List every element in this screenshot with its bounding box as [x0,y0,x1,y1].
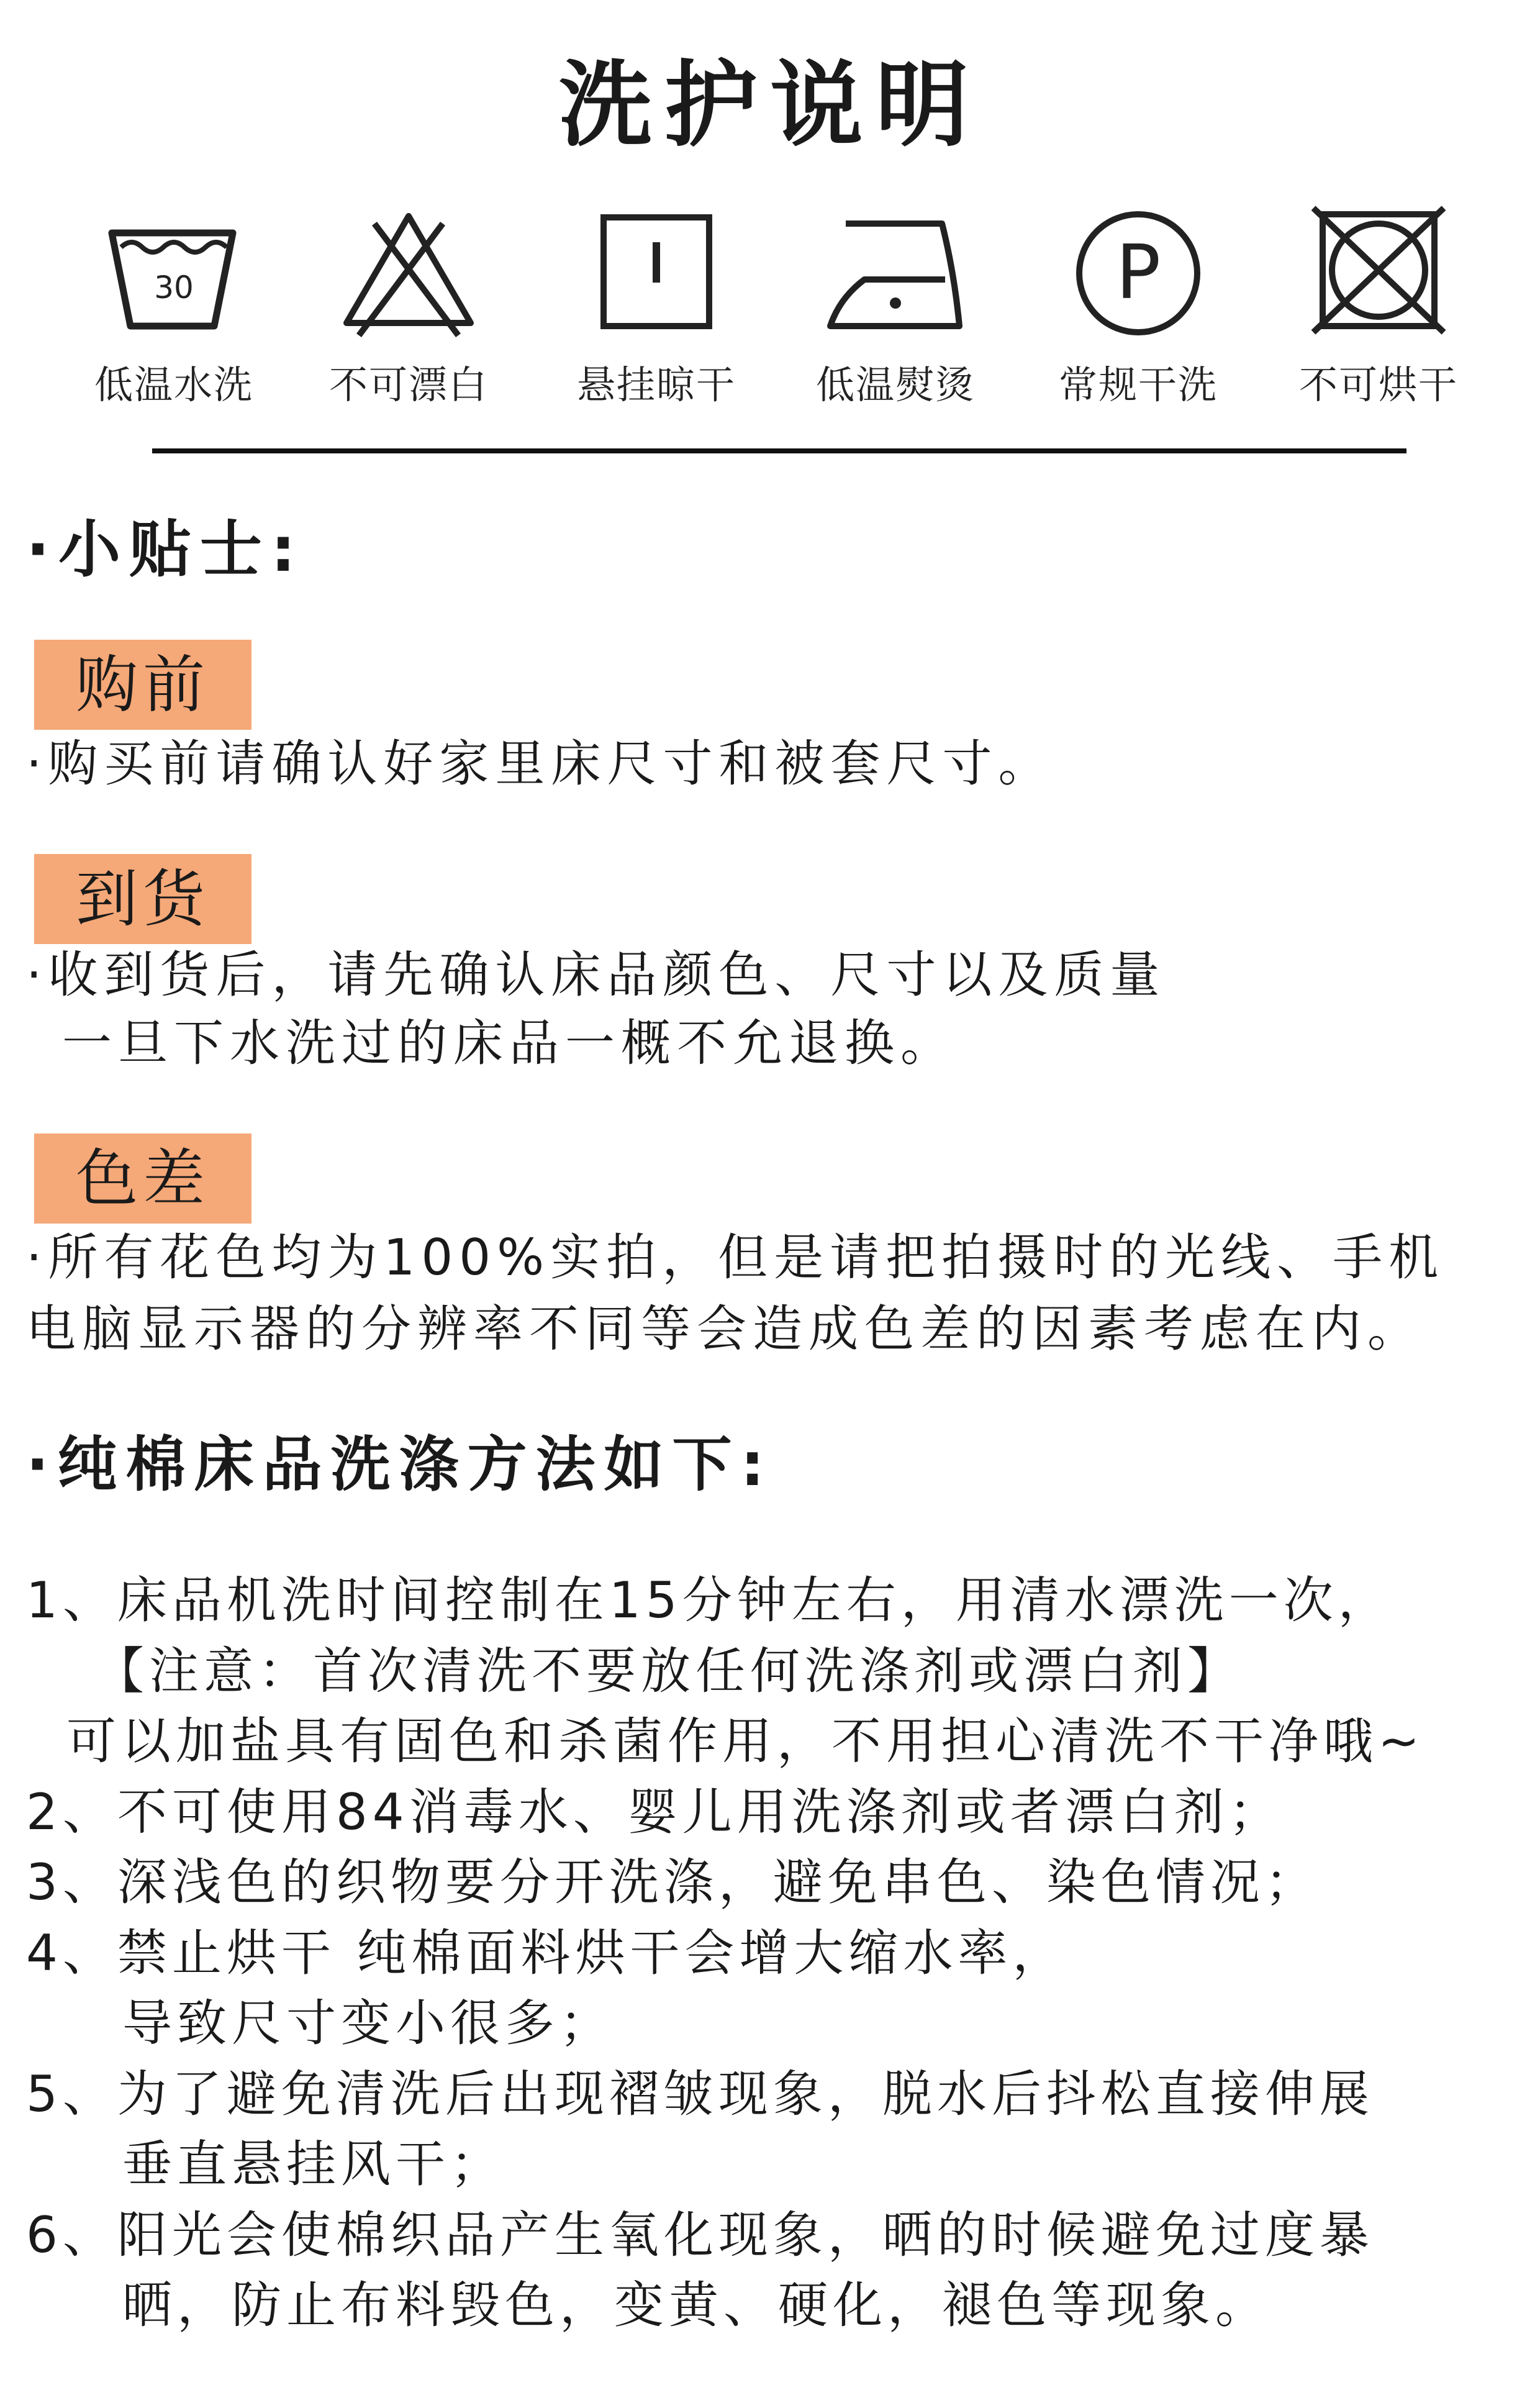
hang-dry-icon [579,199,734,354]
tag-color-difference: 色差 [34,1133,251,1224]
wash-temp-text: 30 [154,270,194,306]
care-label-wash: 低温水洗 [94,362,253,407]
care-item-low-iron [781,199,1010,409]
care-item-no-bleach [294,199,523,409]
care-label-hang-dry: 悬挂晾干 [576,362,736,407]
wash-line-2: 【注意：首次清洗不要放任何洗涤剂或漂白剂】 [94,1642,1242,1700]
tip-on-arrival-line-2: 一旦下水洗过的床品一概不允退换。 [62,1014,956,1072]
tip-before-purchase-line: ·购买前请确认好家里床尺寸和被套尺寸。 [26,735,1054,793]
care-label-dry-clean: 常规干洗 [1058,362,1218,407]
wash-line-11: 晒，防止布料毁色，变黄、硬化，褪色等现象。 [122,2276,1270,2334]
wash-line-7: 导致尺寸变小很多； [122,1994,614,2052]
dry-clean-letter: P [1115,230,1161,316]
page-title: 洗护说明 [558,52,981,160]
wash-line-9: 垂直悬挂风干； [122,2135,505,2193]
wash-line-1: 1、床品机洗时间控制在15分钟左右，用清水漂洗一次， [26,1571,1393,1629]
tip-color-difference-line-1: ·所有花色均为100%实拍，但是请把拍摄时的光线、手机 [26,1229,1445,1286]
divider [152,448,1406,453]
no-tumble-dry-icon [1301,199,1456,354]
care-item-no-tumble-dry [1264,199,1493,409]
wash-line-8: 5、为了避免清洗后出现褶皱现象，脱水后抖松直接伸展 [26,2065,1374,2123]
wash-line-10: 6、阳光会使棉织品产生氧化现象，晒的时候避免过度暴 [26,2206,1374,2264]
no-bleach-icon [331,199,486,354]
wash-method-heading: ·纯棉床品洗涤方法如下: [26,1430,773,1499]
wash-method-list [26,1565,1424,2341]
dry-clean-p-icon [1061,199,1216,354]
tag-on-arrival: 到货 [34,854,251,944]
care-label-no-bleach: 不可漂白 [328,362,488,407]
low-iron-icon [818,199,973,354]
wash-30-icon [96,199,251,354]
tips-heading: ·小贴士: [26,513,304,586]
care-item-hang-dry [541,199,771,409]
wash-line-4: 2、不可使用84消毒水、婴儿用洗涤剂或者漂白剂； [26,1783,1284,1841]
tip-color-difference-line-2: 电脑显示器的分辨率不同等会造成色差的因素考虑在内。 [26,1300,1423,1358]
tag-before-purchase: 购前 [34,640,251,730]
care-label-low-iron: 低温熨烫 [815,362,975,407]
care-item-dry-clean [1023,199,1253,409]
wash-line-6: 4、禁止烘干 纯棉面料烘干会增大缩水率， [26,1924,1067,1982]
care-icons-row [0,199,1540,422]
care-label-no-tumble-dry: 不可烘干 [1298,362,1458,407]
wash-line-3: 可以加盐具有固色和杀菌作用，不用担心清洗不干净哦~ [66,1712,1425,1770]
wash-line-5: 3、深浅色的织物要分开洗涤，避免串色、染色情况； [26,1853,1320,1911]
care-item-wash [59,199,289,409]
tip-on-arrival-line-1: ·收到货后，请先确认床品颜色、尺寸以及质量 [26,946,1166,1004]
